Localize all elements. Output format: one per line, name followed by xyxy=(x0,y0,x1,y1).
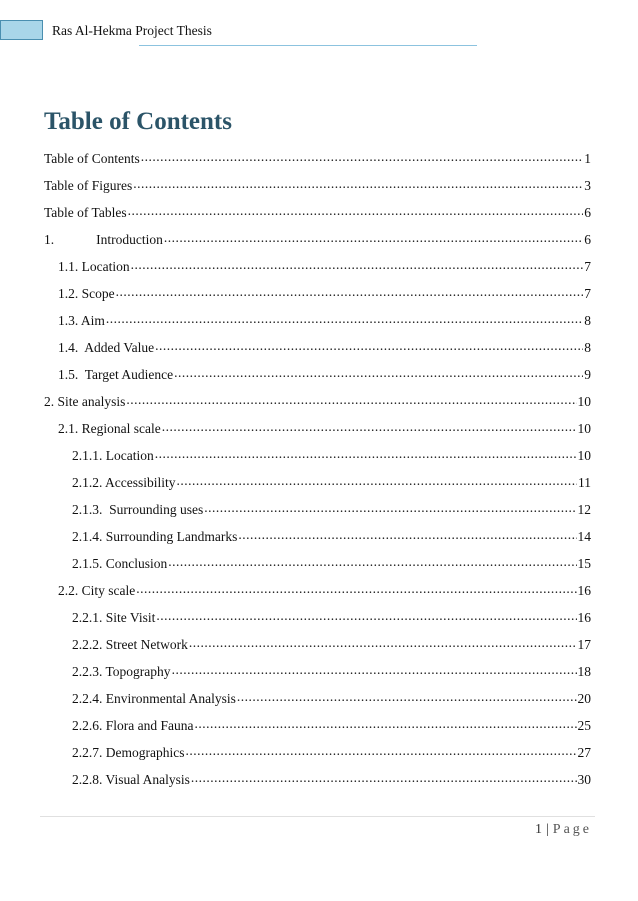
toc-entry-label: Table of Contents xyxy=(44,151,140,166)
toc-entry-label: 2.2. City scale xyxy=(58,583,136,598)
toc-dot-leader xyxy=(155,447,577,461)
toc-entry-page: 17 xyxy=(577,637,591,652)
toc-entry-label: Table of Figures xyxy=(44,178,133,193)
toc-entry-page: 16 xyxy=(577,610,591,625)
toc-entry-label: 2.1. Regional scale xyxy=(58,421,161,436)
toc-dot-leader xyxy=(141,150,583,164)
footer-rule xyxy=(40,816,595,817)
page-word: Page xyxy=(552,822,592,837)
toc-entry[interactable] xyxy=(44,365,591,392)
toc-entry[interactable] xyxy=(44,230,591,257)
toc-entry-page: 15 xyxy=(577,556,591,571)
toc-entry-page: 6 xyxy=(584,232,591,247)
toc-dot-leader xyxy=(136,582,576,596)
header-accent-box xyxy=(0,20,43,40)
toc-entry[interactable] xyxy=(44,473,591,500)
toc-dot-leader xyxy=(164,231,583,245)
toc-dot-leader xyxy=(204,501,576,515)
toc-entry-page: 30 xyxy=(577,772,591,787)
toc-dot-leader xyxy=(155,339,583,353)
toc-dot-leader xyxy=(237,690,577,704)
toc-dot-leader xyxy=(177,474,578,488)
page-separator: | xyxy=(545,822,549,837)
toc-dot-leader xyxy=(116,285,584,299)
toc-entry-label: 2.2.4. Environmental Analysis xyxy=(72,691,236,706)
toc-entry-label: 2.1.2. Accessibility xyxy=(72,475,176,490)
toc-heading: Table of Contents xyxy=(44,108,232,135)
toc-entry[interactable] xyxy=(44,716,591,743)
table-of-contents xyxy=(44,149,591,797)
toc-entry-label: 2.2.8. Visual Analysis xyxy=(72,772,190,787)
toc-dot-leader xyxy=(126,393,576,407)
toc-entry-label: 2.2.7. Demographics xyxy=(72,745,185,760)
toc-entry-page: 11 xyxy=(578,475,591,490)
toc-dot-leader xyxy=(162,420,577,434)
toc-entry[interactable] xyxy=(44,554,591,581)
toc-entry-page: 20 xyxy=(577,691,591,706)
toc-entry-label: 2.1.4. Surrounding Landmarks xyxy=(72,529,238,544)
page-footer xyxy=(535,822,592,838)
toc-entry-page: 6 xyxy=(584,205,591,220)
toc-dot-leader xyxy=(106,312,583,326)
toc-entry-page: 8 xyxy=(584,340,591,355)
toc-entry[interactable] xyxy=(44,257,591,284)
toc-entry[interactable] xyxy=(44,284,591,311)
toc-entry-page: 9 xyxy=(584,367,591,382)
toc-entry-page: 7 xyxy=(584,259,591,274)
toc-entry-label: 1.2. Scope xyxy=(58,286,115,301)
toc-entry-page: 14 xyxy=(577,529,591,544)
toc-entry-page: 1 xyxy=(584,151,591,166)
toc-entry-label: 2. Site analysis xyxy=(44,394,126,409)
toc-entry-label: 2.2.2. Street Network xyxy=(72,637,188,652)
toc-entry-label: 2.1.1. Location xyxy=(72,448,154,463)
toc-entry-page: 12 xyxy=(577,502,591,517)
toc-entry[interactable] xyxy=(44,662,591,689)
toc-dot-leader xyxy=(156,609,576,623)
toc-dot-leader xyxy=(189,636,577,650)
page-number: 1 xyxy=(534,822,542,837)
toc-entry-page: 27 xyxy=(577,745,591,760)
toc-dot-leader xyxy=(191,771,577,785)
toc-entry-page: 16 xyxy=(577,583,591,598)
header-rule xyxy=(139,45,477,46)
toc-entry[interactable] xyxy=(44,689,591,716)
document-header-title: Ras Al-Hekma Project Thesis xyxy=(52,23,212,38)
toc-entry-page: 10 xyxy=(577,421,591,436)
toc-dot-leader xyxy=(172,663,577,677)
toc-entry-label: 2.2.1. Site Visit xyxy=(72,610,156,625)
toc-entry[interactable] xyxy=(44,338,591,365)
toc-entry[interactable] xyxy=(44,203,591,230)
toc-dot-leader xyxy=(131,258,584,272)
toc-dot-leader xyxy=(133,177,583,191)
toc-entry[interactable] xyxy=(44,527,591,554)
toc-entry-page: 10 xyxy=(577,394,591,409)
toc-entry-page: 18 xyxy=(577,664,591,679)
toc-entry[interactable] xyxy=(44,419,591,446)
toc-entry[interactable] xyxy=(44,500,591,527)
toc-entry[interactable] xyxy=(44,581,591,608)
toc-entry[interactable] xyxy=(44,743,591,770)
toc-dot-leader xyxy=(174,366,583,380)
toc-entry-label: 2.1.5. Conclusion xyxy=(72,556,168,571)
toc-entry-label: 1.1. Location xyxy=(58,259,130,274)
toc-entry[interactable] xyxy=(44,176,591,203)
toc-entry-label: Introduction xyxy=(96,232,163,247)
toc-entry[interactable] xyxy=(44,392,591,419)
toc-dot-leader xyxy=(128,204,584,218)
toc-entry-number: 1. xyxy=(44,232,55,247)
toc-entry-label: 1.3. Aim xyxy=(58,313,105,328)
toc-entry[interactable] xyxy=(44,608,591,635)
toc-entry-label: 1.5. Target Audience xyxy=(58,367,174,382)
toc-entry-page: 3 xyxy=(584,178,591,193)
toc-dot-leader xyxy=(238,528,576,542)
toc-entry-page: 7 xyxy=(584,286,591,301)
toc-entry[interactable] xyxy=(44,770,591,797)
toc-entry[interactable] xyxy=(44,635,591,662)
toc-entry-page: 10 xyxy=(577,448,591,463)
toc-dot-leader xyxy=(194,717,576,731)
toc-entry-page: 25 xyxy=(577,718,591,733)
toc-entry-label: 2.1.3. Surrounding uses xyxy=(72,502,204,517)
toc-entry-label: 1.4. Added Value xyxy=(58,340,155,355)
toc-entry-label: 2.2.6. Flora and Fauna xyxy=(72,718,194,733)
toc-dot-leader xyxy=(168,555,576,569)
toc-entry[interactable] xyxy=(44,149,591,176)
toc-entry[interactable] xyxy=(44,446,591,473)
toc-entry[interactable] xyxy=(44,311,591,338)
toc-entry-label: Table of Tables xyxy=(44,205,127,220)
toc-entry-page: 8 xyxy=(584,313,591,328)
toc-dot-leader xyxy=(185,744,576,758)
toc-entry-label: 2.2.3. Topography xyxy=(72,664,171,679)
